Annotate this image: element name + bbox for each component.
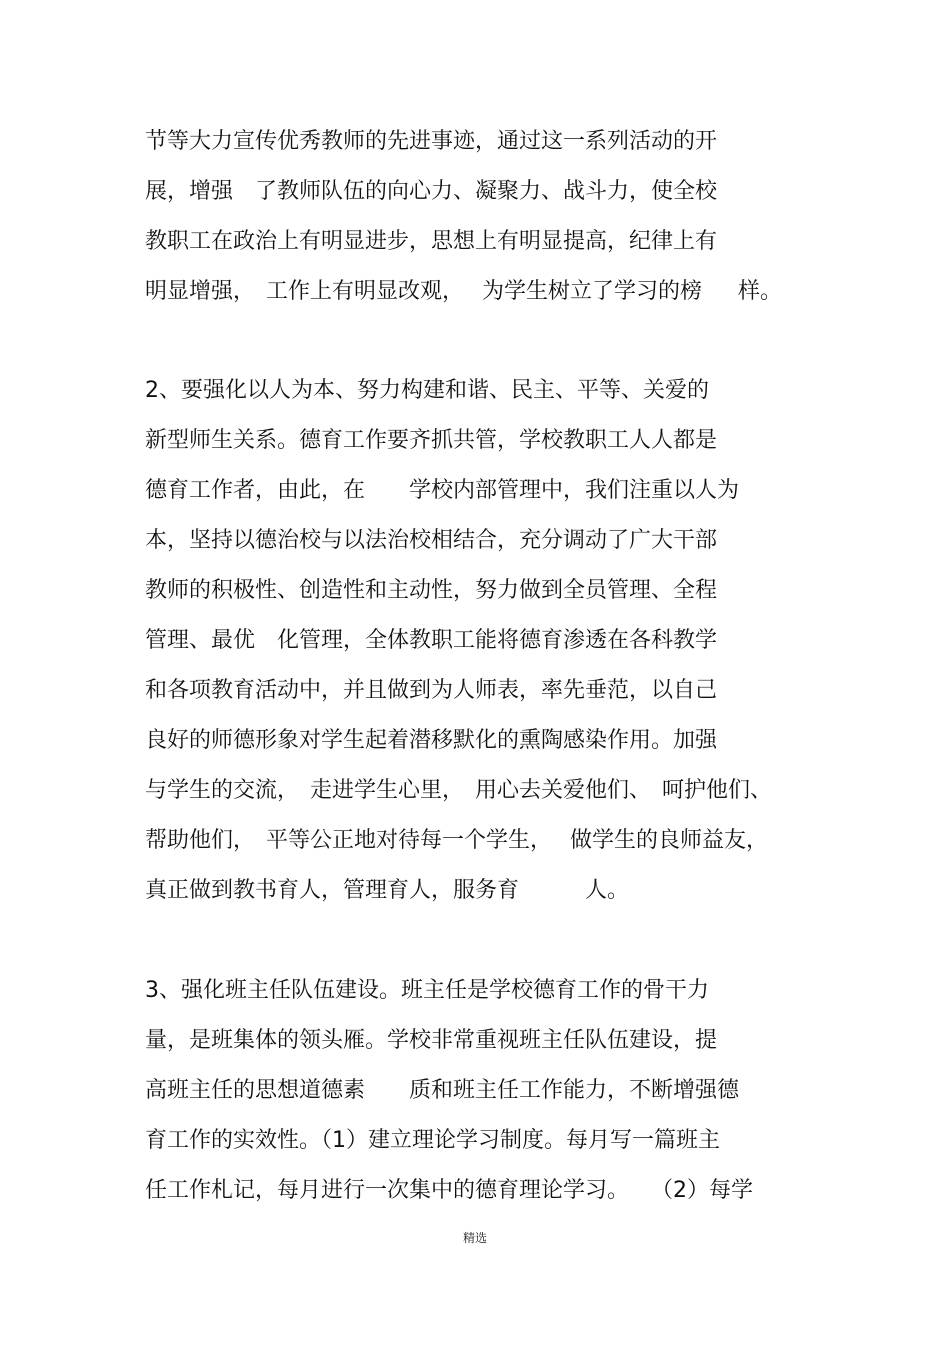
text-line: 德育工作者，由此，在 学校内部管理中，我们注重以人为 xyxy=(145,478,740,503)
text-line: 任工作札记，每月进行一次集中的德育理论学习。 （2）每学 xyxy=(145,1178,753,1203)
text-line: 良好的师德形象对学生起着潜移默化的熏陶感染作用。加强 xyxy=(145,728,718,753)
text-line: 展，增强 了教师队伍的向心力、凝聚力、战斗力，使全校 xyxy=(145,179,718,204)
text-line: 管理、最优 化管理，全体教职工能将德育渗透在各科教学 xyxy=(145,628,718,653)
text-line: 本，坚持以德治校与以法治校相结合，充分调动了广大干部 xyxy=(145,528,718,553)
text-line: 和各项教育活动中，并且做到为人师表，率先垂范，以自己 xyxy=(145,678,718,703)
text-line: 高班主任的思想道德素 质和班主任工作能力，不断增强德 xyxy=(145,1078,740,1103)
text-line: 节等大力宣传优秀教师的先进事迹，通过这一系列活动的开 xyxy=(145,129,718,154)
text-line: 2、要强化以人为本、努力构建和谐、民主、平等、关爱的 xyxy=(145,378,709,403)
text-line: 帮助他们， 平等公正地对待每一个学生， 做学生的良师益友， xyxy=(145,828,768,853)
text-line: 教职工在政治上有明显进步，思想上有明显提高，纪律上有 xyxy=(145,229,718,254)
text-line: 与学生的交流， 走进学生心里， 用心去关爱他们、 呵护他们、 xyxy=(145,778,773,803)
page-footer-label: 精选 xyxy=(462,1231,487,1245)
text-line: 教师的积极性、创造性和主动性，努力做到全员管理、全程 xyxy=(145,578,718,603)
text-line: 3、强化班主任队伍建设。班主任是学校德育工作的骨干力 xyxy=(145,978,709,1003)
text-line: 真正做到教书育人，管理育人，服务育 人。 xyxy=(145,878,630,903)
text-line: 新型师生关系。德育工作要齐抓共管，学校教职工人人都是 xyxy=(145,428,718,453)
text-line: 量，是班集体的领头雁。学校非常重视班主任队伍建设，提 xyxy=(145,1028,718,1053)
text-line: 育工作的实效性。（1）建立理论学习制度。每月写一篇班主 xyxy=(145,1128,720,1153)
text-line: 明显增强， 工作上有明显改观， 为学生树立了学习的榜 样。 xyxy=(145,279,782,304)
